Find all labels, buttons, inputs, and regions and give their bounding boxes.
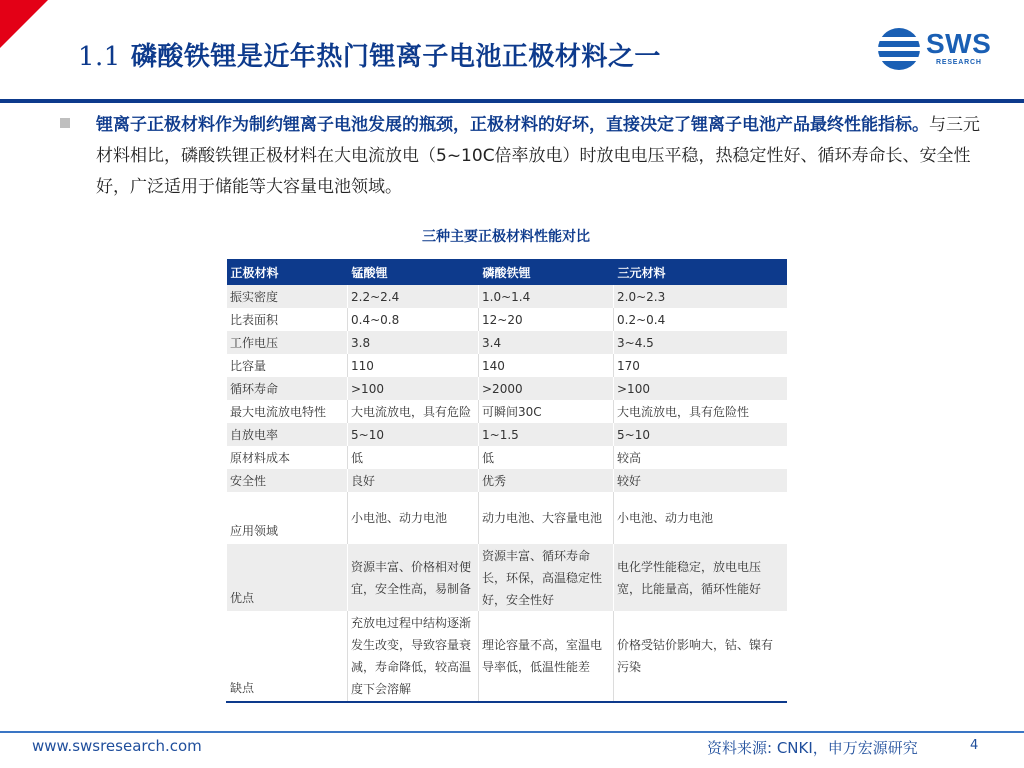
row-label: 工作电压 (227, 331, 348, 354)
table-row (227, 308, 787, 331)
table-cell: 3.8 (348, 331, 479, 354)
logo-wordmark: SWS (926, 28, 992, 59)
page-number: 4 (970, 738, 979, 753)
header-cell-lfp: 磷酸铁锂 (479, 259, 614, 285)
table-title: 三种主要正极材料性能对比 (422, 229, 590, 245)
table-cell: 140 (479, 354, 614, 377)
table-cell: 价格受钴价影响大，钴、镍有污染 (614, 611, 787, 702)
table-row (227, 611, 787, 702)
square-bullet-icon (60, 118, 70, 128)
table-cell: 充放电过程中结构逐渐发生改变，导致容量衰减，寿命降低，较高温度下会溶解 (348, 611, 479, 702)
logo-subtext: RESEARCH (936, 59, 982, 66)
table-cell: 动力电池、大容量电池 (479, 492, 614, 544)
data-source: 资料来源: CNKI，申万宏源研究 (707, 739, 918, 757)
header-cell-lmo: 锰酸锂 (348, 259, 479, 285)
table-cell: 2.0~2.3 (614, 285, 787, 308)
table-cell: >2000 (479, 377, 614, 400)
table-cell: >100 (348, 377, 479, 400)
table-cell: 3.4 (479, 331, 614, 354)
table-cell: 大电流放电，具有危险性 (614, 400, 787, 423)
row-label: 比表面积 (227, 308, 348, 331)
table-cell: 1~1.5 (479, 423, 614, 446)
row-label: 优点 (227, 544, 348, 611)
table-cell: 理论容量不高，室温电导率低，低温性能差 (479, 611, 614, 702)
row-label: 应用领域 (227, 492, 348, 544)
row-label: 原材料成本 (227, 446, 348, 469)
footer-divider (0, 731, 1024, 733)
page-title (78, 36, 661, 73)
table-row (227, 285, 787, 308)
table-row (227, 423, 787, 446)
row-label: 最大电流放电特性 (227, 400, 348, 423)
table-cell: 良好 (348, 469, 479, 492)
red-corner-accent (0, 0, 48, 48)
table-cell: 12~20 (479, 308, 614, 331)
intro-paragraph (96, 110, 991, 203)
title-text: 磷酸铁锂是近年热门锂离子电池正极材料之一 (130, 42, 661, 72)
table-cell: 较高 (614, 446, 787, 469)
table-cell: 2.2~2.4 (348, 285, 479, 308)
table-row (227, 446, 787, 469)
table-cell: 较好 (614, 469, 787, 492)
row-label: 振实密度 (227, 285, 348, 308)
row-label: 安全性 (227, 469, 348, 492)
table-cell: 大电流放电，具有危险 (348, 400, 479, 423)
table-cell: 0.2~0.4 (614, 308, 787, 331)
table-row (227, 469, 787, 492)
table-cell: 小电池、动力电池 (348, 492, 479, 544)
table-row (227, 400, 787, 423)
header-cell-material: 正极材料 (227, 259, 348, 285)
table-cell: >100 (614, 377, 787, 400)
table-cell: 资源丰富、价格相对便宜，安全性高，易制备 (348, 544, 479, 611)
comparison-table (226, 259, 787, 703)
table-cell: 可瞬间30C (479, 400, 614, 423)
table-cell: 低 (479, 446, 614, 469)
table-row (227, 354, 787, 377)
intro-bold-text: 锂离子正极材料作为制约锂离子电池发展的瓶颈，正极材料的好坏，直接决定了锂离子电池产品最终性能指标。 (96, 115, 929, 135)
sws-logo (876, 26, 1006, 72)
section-number: 1.1 (78, 42, 121, 72)
row-label: 循环寿命 (227, 377, 348, 400)
table-cell: 0.4~0.8 (348, 308, 479, 331)
table-row (227, 331, 787, 354)
table-cell: 低 (348, 446, 479, 469)
table-cell: 电化学性能稳定，放电电压宽，比能量高，循环性能好 (614, 544, 787, 611)
header-cell-ncm: 三元材料 (614, 259, 787, 285)
table-cell: 3~4.5 (614, 331, 787, 354)
intro-normal-text: 与三元材料相比，磷酸铁锂正极材料在大电流放电（5~10C倍率放电）时放电电压平稳，热稳定性好、循环寿命长、安全性好，广泛适用于储能等大容量电池领域。 (96, 115, 980, 197)
table-cell: 5~10 (348, 423, 479, 446)
table-row (227, 377, 787, 400)
website-url: www.swsresearch.com (32, 737, 202, 755)
table-cell: 110 (348, 354, 479, 377)
row-label: 比容量 (227, 354, 348, 377)
table-cell: 5~10 (614, 423, 787, 446)
table-row (227, 544, 787, 611)
row-label: 自放电率 (227, 423, 348, 446)
table-cell: 170 (614, 354, 787, 377)
table-header-row (227, 259, 787, 285)
row-label: 缺点 (227, 611, 348, 702)
table-cell: 1.0~1.4 (479, 285, 614, 308)
header-divider (0, 99, 1024, 103)
table-row (227, 492, 787, 544)
table-cell: 优秀 (479, 469, 614, 492)
table-cell: 小电池、动力电池 (614, 492, 787, 544)
table-cell: 资源丰富、循环寿命长，环保，高温稳定性好，安全性好 (479, 544, 614, 611)
sws-logo-icon (876, 26, 924, 72)
